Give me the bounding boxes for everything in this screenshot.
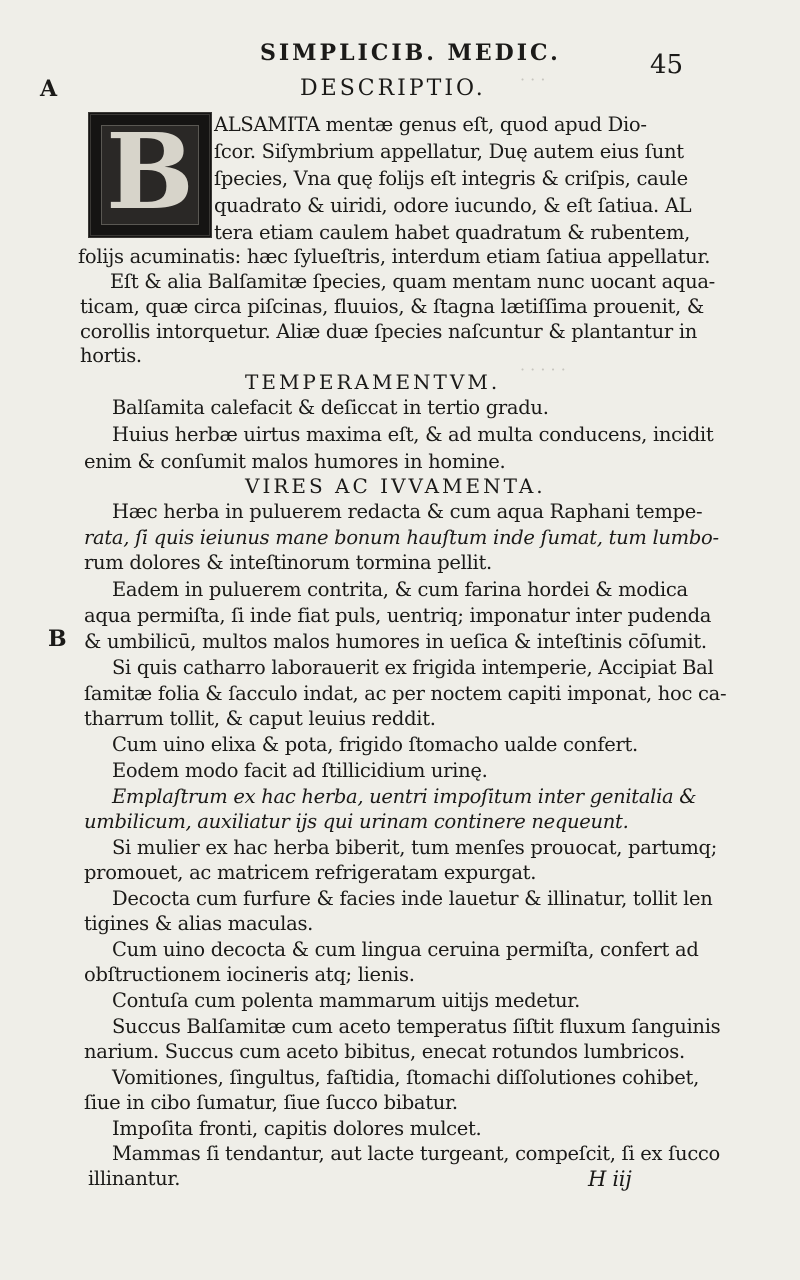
section-heading-temperamentum: TEMPERAMENTVM. xyxy=(245,370,501,394)
text-line: Contuſa cum polenta mammarum uitijs medetur. xyxy=(112,989,581,1012)
text-line: Decocta cum furfure & facies inde lauetur & illinatur, tollit len xyxy=(112,887,713,910)
text-line: tera etiam caulem habet quadratum & rubentem, xyxy=(214,221,691,244)
text-line: tigines & alias maculas. xyxy=(84,912,314,935)
section-heading-descriptio: DESCRIPTIO. xyxy=(300,76,486,101)
margin-letter-b: B xyxy=(48,626,67,652)
text-line: umbilicum, auxiliatur ijs qui urinam continere nequeunt. xyxy=(84,810,629,833)
text-line: tharrum tollit, & caput leuius reddit. xyxy=(84,707,436,730)
signature-mark: H iij xyxy=(588,1167,632,1191)
text-line: Eadem in puluerem contrita, & cum farina hordei & modica xyxy=(112,578,688,601)
text-line: Balſamita calefacit & deſiccat in tertio gradu. xyxy=(112,396,549,419)
text-line: ſpecies, Vna quę folijs eſt integris & criſpis, caule xyxy=(214,167,688,190)
bleed-through-text: · · · · · xyxy=(520,360,566,379)
text-line: Mammas ſi tendantur, aut lacte turgeant, compeſcit, ſi ex ſucco xyxy=(112,1142,720,1165)
text-line: & umbilicū, multos malos humores in ueſica & inteſtinis cōſumit. xyxy=(84,630,707,653)
text-line: Impoſita fronti, capitis dolores mulcet. xyxy=(112,1117,482,1140)
text-line: quadrato & uiridi, odore iucundo, & eſt ſatiua. AL xyxy=(214,194,692,217)
running-head: SIMPLICIB. MEDIC. xyxy=(260,40,561,66)
margin-letter-a: A xyxy=(40,76,58,102)
text-line: rum dolores & inteſtinorum tormina pellit. xyxy=(84,551,492,574)
text-line: rata, ſi quis ieiunus mane bonum hauſtum inde ſumat, tum lumbo- xyxy=(84,526,719,549)
bleed-through-text: · · · xyxy=(520,70,546,89)
text-line: Succus Balſamitæ cum aceto temperatus ſiſtit fluxum ſanguinis xyxy=(112,1015,721,1038)
text-line: Si mulier ex hac herba biberit, tum menſes prouocat, partumq; xyxy=(112,836,718,859)
text-line: corollis intorquetur. Aliæ duæ ſpecies naſcuntur & plantantur in xyxy=(80,320,698,343)
text-line: Eodem modo facit ad ſtillicidium urinę. xyxy=(112,759,488,782)
text-line: ticam, quæ circa piſcinas, fluuios, & ſtagna lætiſſima prouenit, & xyxy=(80,295,704,318)
text-line: folijs acuminatis: hæc ſylueſtris, interdum etiam ſatiua appellatur. xyxy=(78,245,711,268)
text-line: illinantur. xyxy=(88,1167,181,1190)
text-line: narium. Succus cum aceto bibitus, enecat rotundos lumbricos. xyxy=(84,1040,685,1063)
decorated-initial xyxy=(88,112,212,238)
text-line: aqua permiſta, ſi inde fiat puls, uentriq; imponatur inter pudenda xyxy=(84,604,712,627)
initial-letter: B xyxy=(106,110,194,233)
text-line: ſamitæ folia & ſacculo indat, ac per noctem capiti imponat, hoc ca- xyxy=(84,682,727,705)
text-line: Emplaſtrum ex hac herba, uentri impoſitum inter genitalia & xyxy=(112,785,697,808)
text-line: Hæc herba in puluerem redacta & cum aqua Raphani tempe- xyxy=(112,500,703,523)
text-line: Cum uino decocta & cum lingua ceruina permiſta, confert ad xyxy=(112,938,699,961)
text-line: Cum uino elixa & pota, frigido ſtomacho ualde confert. xyxy=(112,733,638,756)
text-line: Huius herbæ uirtus maxima eſt, & ad multa conducens, incidit xyxy=(112,423,714,446)
text-line: promouet, ac matricem refrigeratam expurgat. xyxy=(84,861,537,884)
text-line: ſiue in cibo ſumatur, ſiue ſucco bibatur. xyxy=(84,1091,458,1114)
section-heading-vires: VIRES AC IVVAMENTA. xyxy=(245,474,546,498)
text-line: hortis. xyxy=(80,344,142,367)
text-line: ſcor. Siſymbrium appellatur, Duę autem eius ſunt xyxy=(214,140,684,163)
text-line: obſtructionem iocineris atq; lienis. xyxy=(84,963,415,986)
text-line: Vomitiones, ſingultus, faſtidia, ſtomachi diſſolutiones cohibet, xyxy=(112,1066,699,1089)
text-line: enim & conſumit malos humores in homine. xyxy=(84,450,506,473)
text-line: Eſt & alia Balſamitæ ſpecies, quam mentam nunc uocant aqua- xyxy=(110,270,715,293)
page-number: 45 xyxy=(650,50,684,80)
text-line: ALSAMITA mentæ genus eſt, quod apud Dio- xyxy=(214,113,647,136)
text-line: Si quis catharro laborauerit ex frigida intemperie, Accipiat Bal xyxy=(112,656,714,679)
